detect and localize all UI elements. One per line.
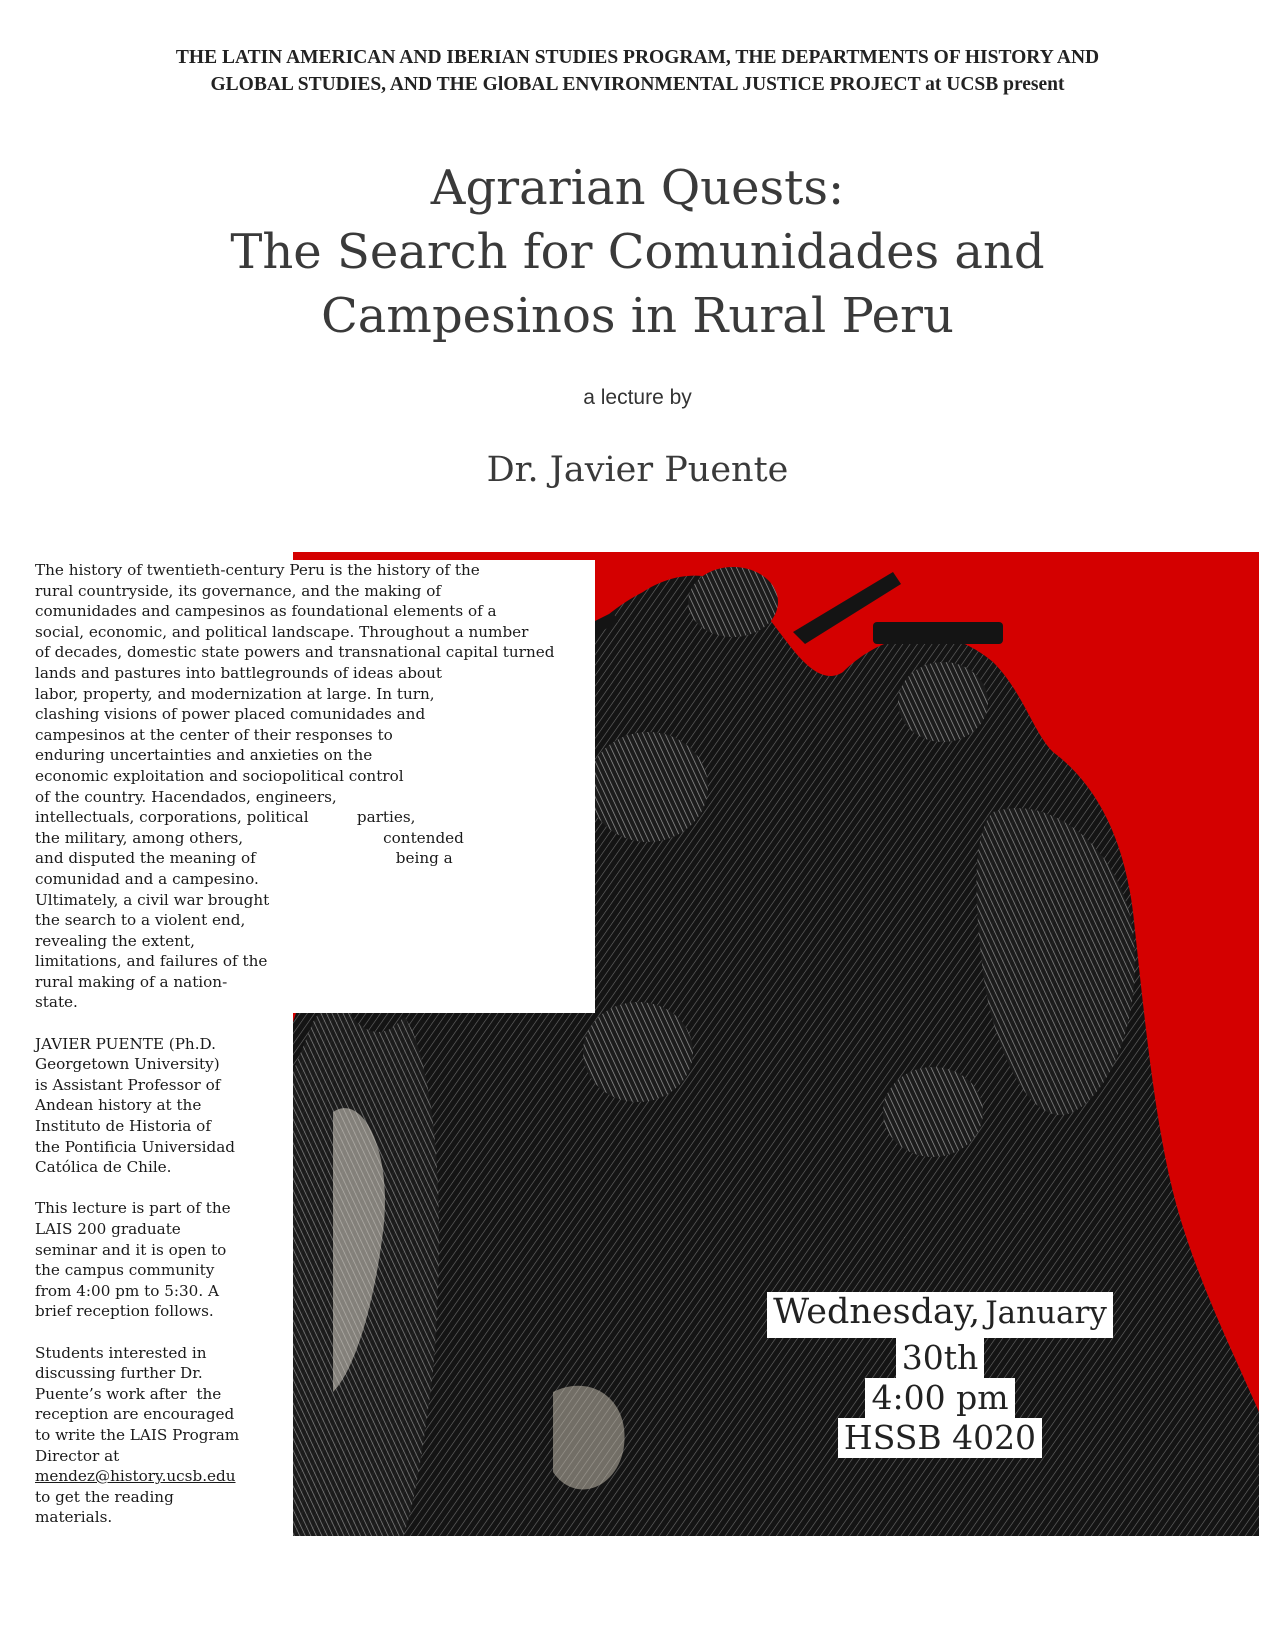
text-line: lands and pastures into battlegrounds of ideas about bbox=[35, 663, 442, 682]
sponsor-line-2: GLOBAL STUDIES, AND THE GlOBAL ENVIRONMENTAL JUSTICE PROJECT at UCSB present bbox=[210, 74, 1065, 95]
event-details bbox=[740, 1292, 1140, 1458]
lecture-by-label: a lecture by bbox=[583, 386, 692, 409]
text-line: Georgetown University) bbox=[35, 1055, 220, 1074]
text-line: Ultimately, a civil war brought bbox=[35, 890, 270, 909]
text-line: Andean history at the bbox=[35, 1096, 202, 1115]
text-line: rural making of a nation- bbox=[35, 972, 228, 991]
text-line: is Assistant Professor of bbox=[35, 1075, 221, 1094]
lecture-info bbox=[35, 1198, 280, 1322]
event-day: Wednesday, bbox=[773, 1292, 981, 1332]
text-line: to get the reading bbox=[35, 1487, 174, 1506]
event-time: 4:00 pm bbox=[865, 1378, 1014, 1418]
contact-note bbox=[35, 1343, 280, 1528]
text-line: the Pontificia Universidad bbox=[35, 1137, 235, 1156]
lecture-title bbox=[0, 156, 1275, 348]
text-line: comunidades and campesinos as foundational elements of a bbox=[35, 602, 497, 621]
text-line: rural countryside, its governance, and the making of bbox=[35, 581, 441, 600]
abstract-paragraph bbox=[35, 560, 595, 1013]
text-line: enduring uncertainties and anxieties on the bbox=[35, 746, 373, 765]
lecture-description bbox=[35, 560, 595, 1549]
sponsor-header bbox=[0, 44, 1275, 98]
director-email-link[interactable]: mendez@history.ucsb.edu bbox=[35, 1467, 236, 1486]
text-line: intellectuals, corporations, political parties, bbox=[35, 808, 416, 827]
title-line-2: The Search for Comunidades and bbox=[230, 224, 1045, 280]
text-line: Católica de Chile. bbox=[35, 1158, 172, 1177]
text-line: social, economic, and political landscape. Throughout a number bbox=[35, 622, 529, 641]
text-line: revealing the extent, bbox=[35, 931, 195, 950]
text-line: LAIS 200 graduate bbox=[35, 1220, 181, 1238]
text-line: seminar and it is open to bbox=[35, 1240, 227, 1259]
text-line: of decades, domestic state powers and transnational capital turned bbox=[35, 643, 555, 662]
text-line: from 4:00 pm to 5:30. A bbox=[35, 1281, 219, 1300]
event-date: 30th bbox=[896, 1338, 985, 1378]
text-line: Instituto de Historia of bbox=[35, 1117, 211, 1136]
text-line: Students interested in bbox=[35, 1343, 207, 1362]
text-line: The history of twentieth-century Peru is the history of the bbox=[35, 561, 480, 579]
text-line: Director at bbox=[35, 1446, 120, 1465]
text-line: clashing visions of power placed comunidades and bbox=[35, 705, 426, 724]
speaker-bio bbox=[35, 1034, 280, 1178]
text-line: brief reception follows. bbox=[35, 1302, 214, 1321]
text-line: JAVIER PUENTE (Ph.D. bbox=[35, 1034, 217, 1053]
text-line: This lecture is part of the bbox=[35, 1199, 231, 1218]
title-line-1: Agrarian Quests: bbox=[430, 160, 845, 216]
text-line: the search to a violent end, bbox=[35, 911, 246, 930]
text-line: limitations, and failures of the bbox=[35, 952, 268, 971]
text-line: campesinos at the center of their responses to bbox=[35, 725, 393, 744]
text-line: to write the LAIS Program bbox=[35, 1425, 240, 1444]
text-line: discussing further Dr. bbox=[35, 1364, 203, 1383]
speaker-name: Dr. Javier Puente bbox=[486, 450, 789, 490]
event-month: January bbox=[985, 1295, 1107, 1331]
sponsor-line-1: THE LATIN AMERICAN AND IBERIAN STUDIES PROGRAM, THE DEPARTMENTS OF HISTORY AND bbox=[175, 47, 1100, 68]
text-line: the military, among others, contended bbox=[35, 828, 464, 847]
text-line: the campus community bbox=[35, 1261, 215, 1280]
text-line: labor, property, and modernization at large. In turn, bbox=[35, 684, 435, 703]
text-line: economic exploitation and sociopolitical control bbox=[35, 766, 404, 785]
text-line: of the country. Hacendados, engineers, bbox=[35, 787, 337, 806]
event-room: HSSB 4020 bbox=[838, 1418, 1042, 1458]
text-line: and disputed the meaning of being a bbox=[35, 849, 453, 868]
text-line: reception are encouraged bbox=[35, 1405, 235, 1424]
text-line: state. bbox=[35, 993, 78, 1012]
text-line: Puente’s work after the bbox=[35, 1384, 222, 1403]
event-date-line bbox=[767, 1292, 1113, 1338]
text-line: materials. bbox=[35, 1508, 113, 1527]
text-line: comunidad and a campesino. bbox=[35, 869, 259, 888]
title-line-3: Campesinos in Rural Peru bbox=[321, 288, 954, 344]
